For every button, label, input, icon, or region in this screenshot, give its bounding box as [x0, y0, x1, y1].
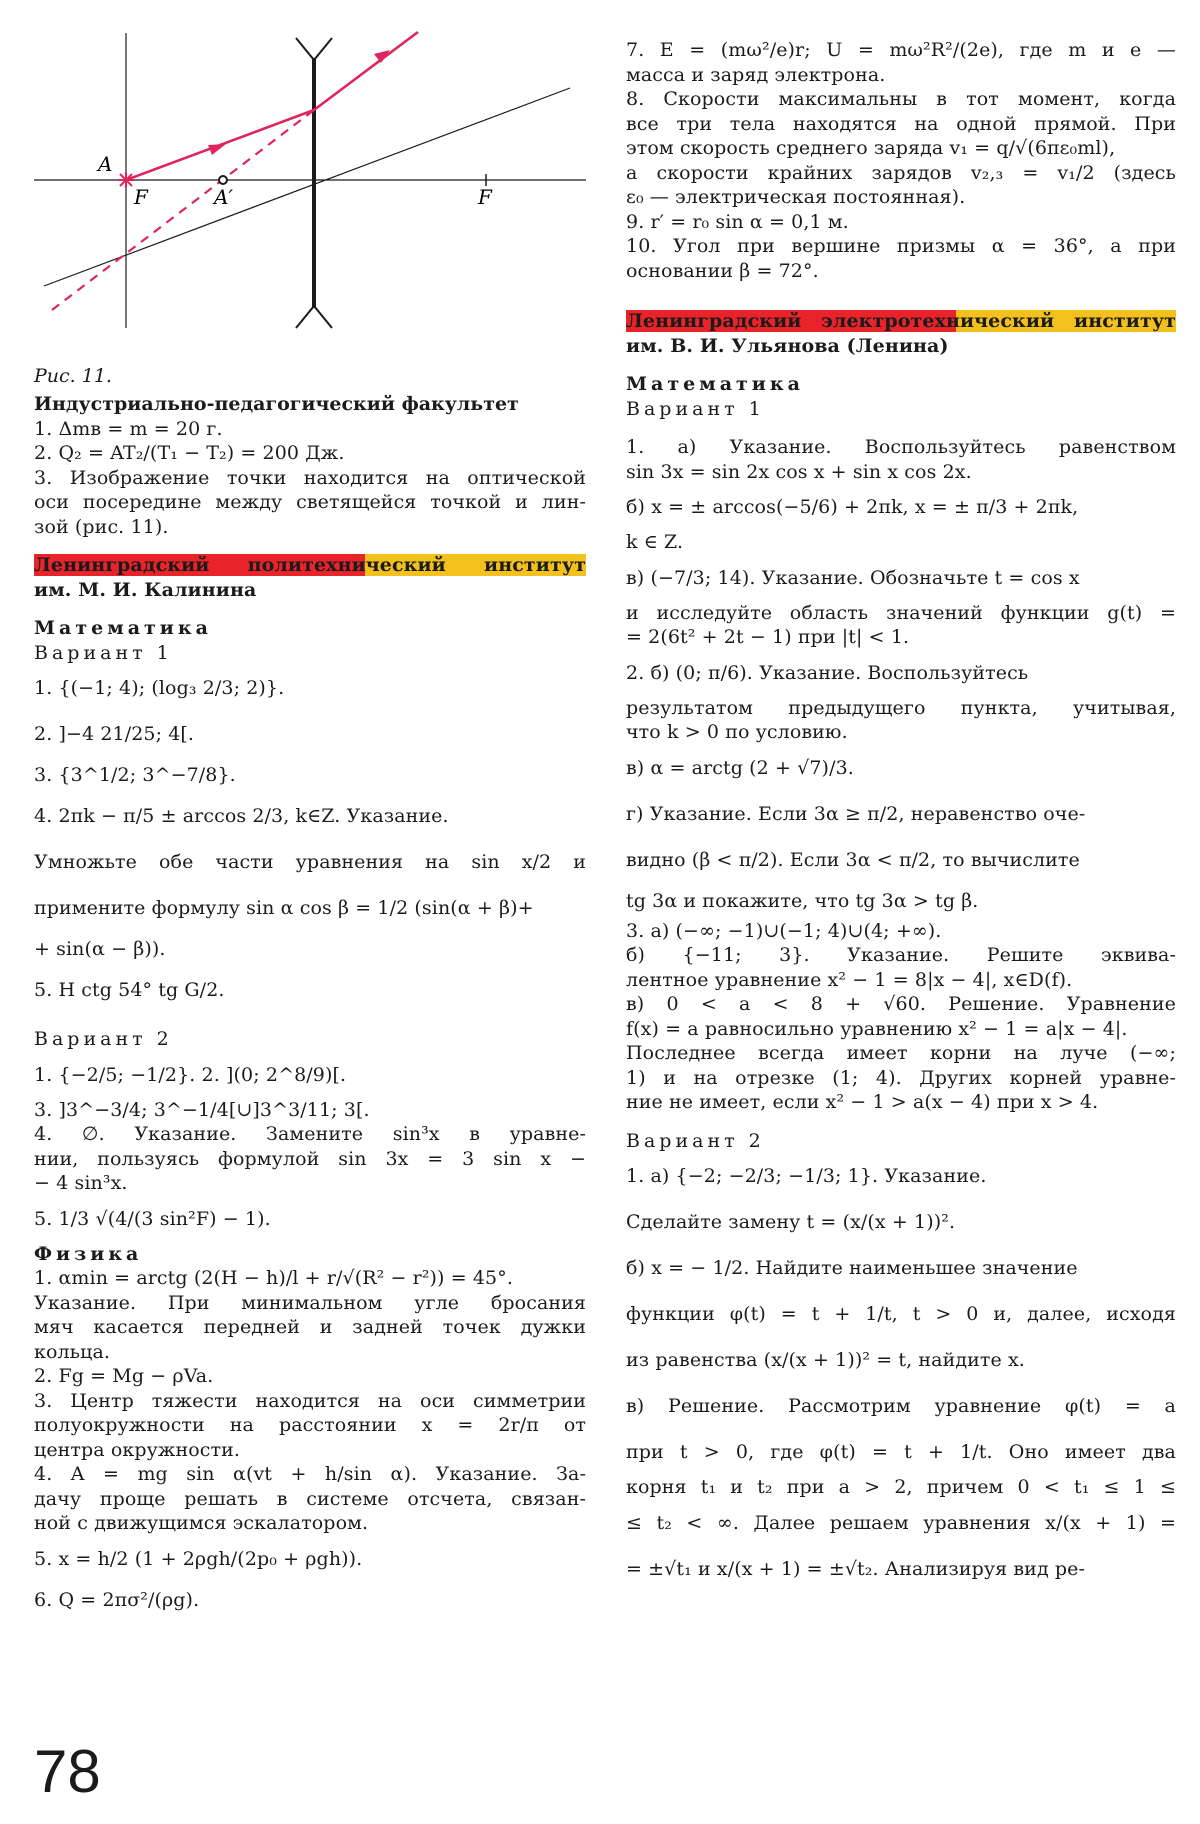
rv1-line-8: 2. б) (0; π/6). Указание. Воспользуйтесь	[626, 661, 1029, 684]
rv1-line-21: 1) и на отрезке (1; 4). Других корней уравне-	[626, 1066, 1176, 1089]
ind-line-4: оси посередине между светящейся точкой и лин-	[34, 491, 586, 513]
rv1-line-22: ние не имеет, если x² − 1 > a(x − 4) при x > 4.	[626, 1091, 1099, 1113]
label-F-left: F	[134, 185, 148, 209]
rv2-line-1: 1. а) {−2; −2/3; −1/3; 1}. Указание.	[626, 1165, 987, 1187]
lens-bottom-arrow	[296, 306, 332, 328]
ind-line-3: 3. Изображение точки находится на оптической	[34, 466, 586, 489]
rv1-line-2: sin 3x = sin 2x cos x + sin x cos 2x.	[626, 460, 972, 483]
phys-line-10: дачу проще решать в системе отсчета, связан-	[34, 1487, 586, 1510]
rv1-line-7: = 2(6t² + 2t − 1) при |t| < 1.	[626, 626, 910, 648]
lpi-title-2: им. М. И. Калинина	[34, 578, 257, 601]
v1-line-3: 3. {3^1/2; 3^−7/8}.	[34, 764, 236, 786]
ind-line-5: зой (рис. 11).	[34, 515, 169, 538]
r-top-10: основании β = 72°.	[626, 259, 819, 282]
rv1-line-1: 1. а) Указание. Воспользуйтесь равенством	[626, 436, 1176, 458]
math-heading-right: Математика	[626, 373, 804, 395]
rv1-line-10: что k > 0 по условию.	[626, 721, 848, 743]
rv2-line-3: б) x = − 1/2. Найдите наименьшее значение	[626, 1257, 1078, 1279]
v2-line-2: 3. ]3^−3/4; 3^−1/4[∪]3^3/11; 3[.	[34, 1098, 370, 1121]
rv1-line-20: Последнее всегда имеет корни на луче (−∞;	[626, 1042, 1176, 1064]
rv2-line-4: функции φ(t) = t + 1/t, t > 0 и, далее, исходя	[626, 1303, 1176, 1325]
rv2-line-10: = ±√t₁ и x/(x + 1) = ±√t₂. Анализируя вид ре-	[626, 1557, 1086, 1580]
rv1-line-3: б) x = ± arccos(−5/6) + 2πk, x = ± π/3 + 2πk,	[626, 496, 1079, 518]
ray-arrow-icon	[208, 144, 226, 155]
right-column	[626, 38, 1176, 1592]
phys-line-1: 1. αmin = arctg (2(H − h)/l + r/√(R² − r²)) = 45°.	[34, 1267, 513, 1289]
r-top-8: 9. r′ = r₀ sin α = 0,1 м.	[626, 210, 849, 233]
v1-line-1: 1. {(−1; 4); (log₃ 2/3; 2)}.	[34, 677, 285, 699]
rv1-line-12: г) Указание. Если 3α ≥ π/2, неравенство оче-	[626, 802, 1086, 825]
variant2-heading-left: Вариант 2	[34, 1028, 173, 1050]
variant1-heading-right: Вариант 1	[626, 397, 765, 420]
refracted-arrow-icon	[374, 50, 390, 63]
r-top-2: масса и заряд электрона.	[626, 63, 886, 86]
v1-line-5: Умножьте обе части уравнения на sin x/2 и	[34, 851, 586, 873]
v1-line-8: 5. H ctg 54° tg G/2.	[34, 979, 225, 1001]
figure-caption: Рис. 11.	[34, 365, 112, 387]
rv2-line-2: Сделайте замену t = (x/(x + 1))².	[626, 1211, 956, 1233]
rv2-line-6: в) Решение. Рассмотрим уравнение φ(t) = a	[626, 1395, 1176, 1417]
rv1-line-13: видно (β < π/2). Если 3α < π/2, то вычислите	[626, 848, 1080, 871]
rv1-line-17: лентное уравнение x² − 1 = 8|x − 4|, x∈D(f).	[626, 968, 1073, 991]
virtual-ray	[52, 110, 314, 310]
phys-line-13: 6. Q = 2πσ²/(ρg).	[34, 1588, 200, 1611]
r-top-7: ε₀ — электрическая постоянная).	[626, 186, 966, 208]
lpi-title-1: Ленинградский политехнический институт	[34, 554, 586, 576]
rv2-line-7: при t > 0, где φ(t) = t + 1/t. Оно имеет два	[626, 1441, 1176, 1463]
rv2-line-8: корня t₁ и t₂ при a > 2, причем 0 < t₁ ≤ 1 ≤	[626, 1476, 1176, 1498]
refracted-ray	[314, 32, 418, 110]
v1-line-2: 2. ]−4 21/25; 4[.	[34, 723, 195, 745]
left-column	[34, 28, 586, 1618]
phys-line-5: 2. Fg = Mg − ρVa.	[34, 1365, 214, 1387]
ind-title: Индустриально-педагогический факультет	[34, 393, 519, 415]
rv1-line-16: б) {−11; 3}. Указание. Решите эквива-	[626, 944, 1176, 966]
rv1-line-4: k ∈ Z.	[626, 531, 684, 553]
rv1-line-6: и исследуйте область значений функции g(t) =	[626, 601, 1176, 624]
rv1-line-5: в) (−7/3; 14). Указание. Обозначьте t = cos x	[626, 566, 1080, 589]
rv1-line-19: f(x) = a равносильно уравнению x² − 1 = a|x − 4|.	[626, 1017, 1128, 1040]
r-top-3: 8. Скорости максимальны в тот момент, когда	[626, 88, 1176, 110]
r-top-9: 10. Угол при вершине призмы α = 36°, а при	[626, 235, 1176, 257]
v2-line-6: 5. 1/3 √(4/(3 sin²F) − 1).	[34, 1207, 271, 1230]
v2-line-1: 1. {−2/5; −1/2}. 2. ](0; 2^8/9)[.	[34, 1063, 347, 1086]
phys-line-11: ной с движущимся эскалатором.	[34, 1512, 369, 1534]
ind-line-2: 2. Q₂ = AT₂/(T₁ − T₂) = 200 Дж.	[34, 442, 345, 464]
source-point-icon	[118, 172, 134, 188]
label-F-right: F	[478, 185, 492, 209]
v2-line-4: нии, пользуясь формулой sin 3x = 3 sin x −	[34, 1147, 586, 1170]
r-top-5: этом скорость среднего заряда v₁ = q/√(6πε₀ml),	[626, 137, 1116, 159]
label-A: A	[98, 152, 113, 176]
image-point	[219, 176, 227, 184]
phys-line-4: кольца.	[34, 1340, 111, 1363]
variant2-heading-right: Вариант 2	[626, 1129, 765, 1152]
page-number: 78	[34, 1738, 101, 1805]
r-top-4: все три тела находятся на одной прямой. При	[626, 112, 1176, 135]
math-heading-left: Математика	[34, 617, 212, 639]
r-top-6: а скорости крайних зарядов v₂,₃ = v₁/2 (здесь	[626, 161, 1176, 184]
rv2-line-9: ≤ t₂ < ∞. Далее решаем уравнения x/(x + 1) =	[626, 1511, 1176, 1534]
rv2-line-5: из равенства (x/(x + 1))² = t, найдите x.	[626, 1349, 1025, 1371]
rv1-line-18: в) 0 < a < 8 + √60. Решение. Уравнение	[626, 993, 1176, 1015]
physics-heading: Физика	[34, 1242, 143, 1265]
variant1-heading-left: Вариант 1	[34, 641, 173, 664]
rv1-line-11: в) α = arctg (2 + √7)/3.	[626, 756, 854, 779]
phys-line-3: мяч касается передней и задней точек дужки	[34, 1316, 586, 1338]
v2-line-5: − 4 sin³x.	[34, 1172, 128, 1194]
v1-line-4: 4. 2πk − π/5 ± arccos 2/3, k∈Z. Указание.	[34, 805, 449, 827]
lens-top-arrow	[296, 38, 332, 60]
leti-title-1: Ленинградский электротехнический институт	[626, 310, 1176, 332]
phys-line-9: 4. A = mg sin α(vt + h/sin α). Указание. За-	[34, 1463, 586, 1485]
v2-line-3: 4. ∅. Указание. Замените sin³x в уравне-	[34, 1123, 586, 1145]
phys-line-12: 5. x = h/2 (1 + 2ρgh/(2p₀ + ρgh)).	[34, 1547, 363, 1570]
lens-diagram	[34, 28, 586, 358]
phys-line-6: 3. Центр тяжести находится на оси симметрии	[34, 1389, 586, 1412]
rv1-line-9: результатом предыдущего пункта, учитывая,	[626, 696, 1176, 719]
ind-line-1: 1. Δmв = m = 20 г.	[34, 417, 223, 440]
phys-line-7: полуокружности на расстоянии x = 2r/π от	[34, 1414, 586, 1436]
phys-line-2: Указание. При минимальном угле бросания	[34, 1291, 586, 1314]
rv1-line-15: 3. а) (−∞; −1)∪(−1; 4)∪(4; +∞).	[626, 919, 942, 942]
leti-title-2: им. В. И. Ульянова (Ленина)	[626, 334, 949, 357]
label-A-prime: A′	[214, 185, 233, 209]
phys-line-8: центра окружности.	[34, 1438, 241, 1461]
r-top-1: 7. E = (mω²/e)r; U = mω²R²/(2e), где m и e —	[626, 39, 1176, 61]
v1-line-6: примените формулу sin α cos β = 1/2 (sin(α + β)+	[34, 897, 534, 919]
rv1-line-14: tg 3α и покажите, что tg 3α > tg β.	[626, 889, 979, 912]
v1-line-7: + sin(α − β)).	[34, 938, 166, 960]
